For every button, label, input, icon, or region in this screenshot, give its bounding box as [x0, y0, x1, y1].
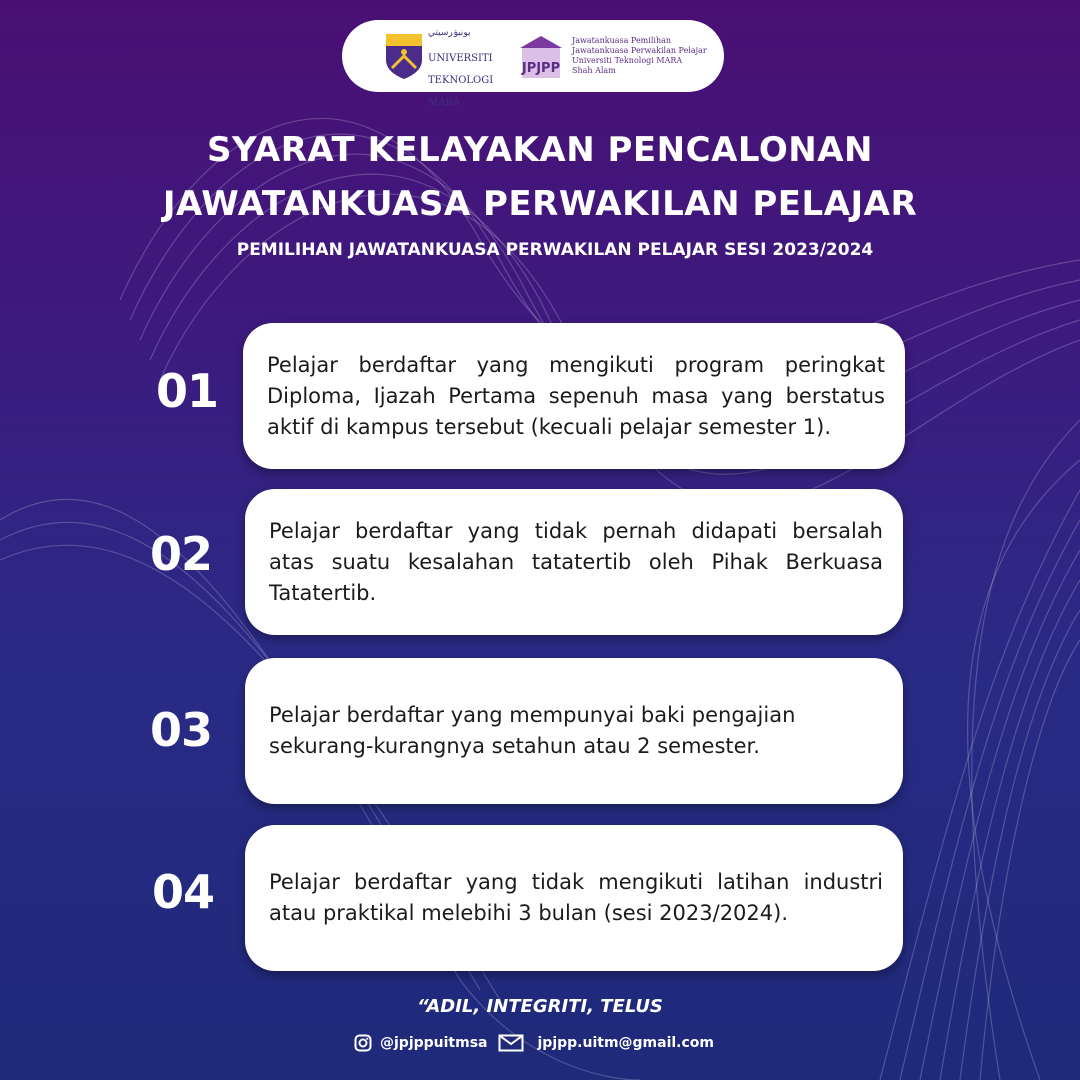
motto: “ADIL, INTEGRITI, TELUS — [417, 996, 663, 1017]
requirement-text-01: Pelajar berdaftar yang mengikuti program peringkat Diploma, Ijazah Pertama sepenuh masa yang berstatus aktif di kampus tersebut (kecuali pelajar semester 1). — [267, 352, 885, 439]
requirement-text-02: Pelajar berdaftar yang tidak pernah didapati bersalah atas suatu kesalahan tatatertib oleh Pihak Berkuasa Tatatertib. — [269, 518, 883, 605]
requirement-card-02 — [245, 489, 903, 635]
item-number-04: 04 — [152, 865, 215, 919]
instagram-handle[interactable]: @jpjppuitmsa — [380, 1035, 488, 1051]
uitm-jawi-text: يونيۏرسيتي — [428, 28, 471, 38]
jpjpp-line1: Jawatankuasa Pemilihan — [572, 36, 672, 45]
uitm-line1: UNIVERSITI — [428, 53, 493, 64]
uitm-wordmark — [428, 42, 493, 119]
uitm-line2: TEKNOLOGI — [428, 75, 494, 86]
uitm-crest-logo — [384, 32, 424, 80]
contact-info — [354, 1032, 714, 1054]
instagram-icon — [354, 1034, 372, 1052]
item-number-03: 03 — [150, 703, 213, 757]
item-number-01: 01 — [156, 364, 219, 418]
item-number-02: 02 — [150, 527, 213, 581]
uitm-line3: MARA — [428, 97, 461, 108]
email-address[interactable]: jpjpp.uitm@gmail.com — [537, 1035, 715, 1051]
jpjpp-logo — [514, 30, 568, 82]
logo-bar — [342, 20, 724, 108]
requirement-text-03: Pelajar berdaftar yang mempunyai baki pengajian sekurang-kurangnya setahun atau 2 semester. — [269, 703, 796, 758]
title-line-1: SYARAT KELAYAKAN PENCALONAN — [207, 130, 873, 170]
requirement-card-01 — [243, 323, 905, 469]
jpjpp-caption — [572, 36, 707, 76]
jpjpp-mark-text: JPJPP — [521, 61, 561, 76]
mail-icon — [498, 1034, 524, 1052]
title-line-2: JAWATANKUASA PERWAKILAN PELAJAR — [162, 184, 918, 224]
jpjpp-line4: Shah Alam — [572, 66, 616, 75]
requirement-card-03 — [245, 658, 903, 804]
jpjpp-line3: Universiti Teknologi MARA — [572, 56, 683, 65]
subtitle: PEMILIHAN JAWATANKUASA PERWAKILAN PELAJAR SESI 2023/2024 — [236, 240, 874, 260]
jpjpp-line2: Jawatankuasa Perwakilan Pelajar — [572, 46, 707, 55]
requirement-text-04: Pelajar berdaftar yang tidak mengikuti latihan industri atau praktikal melebihi 3 bulan (sesi 2023/2024). — [269, 870, 883, 925]
requirement-card-04 — [245, 825, 903, 971]
